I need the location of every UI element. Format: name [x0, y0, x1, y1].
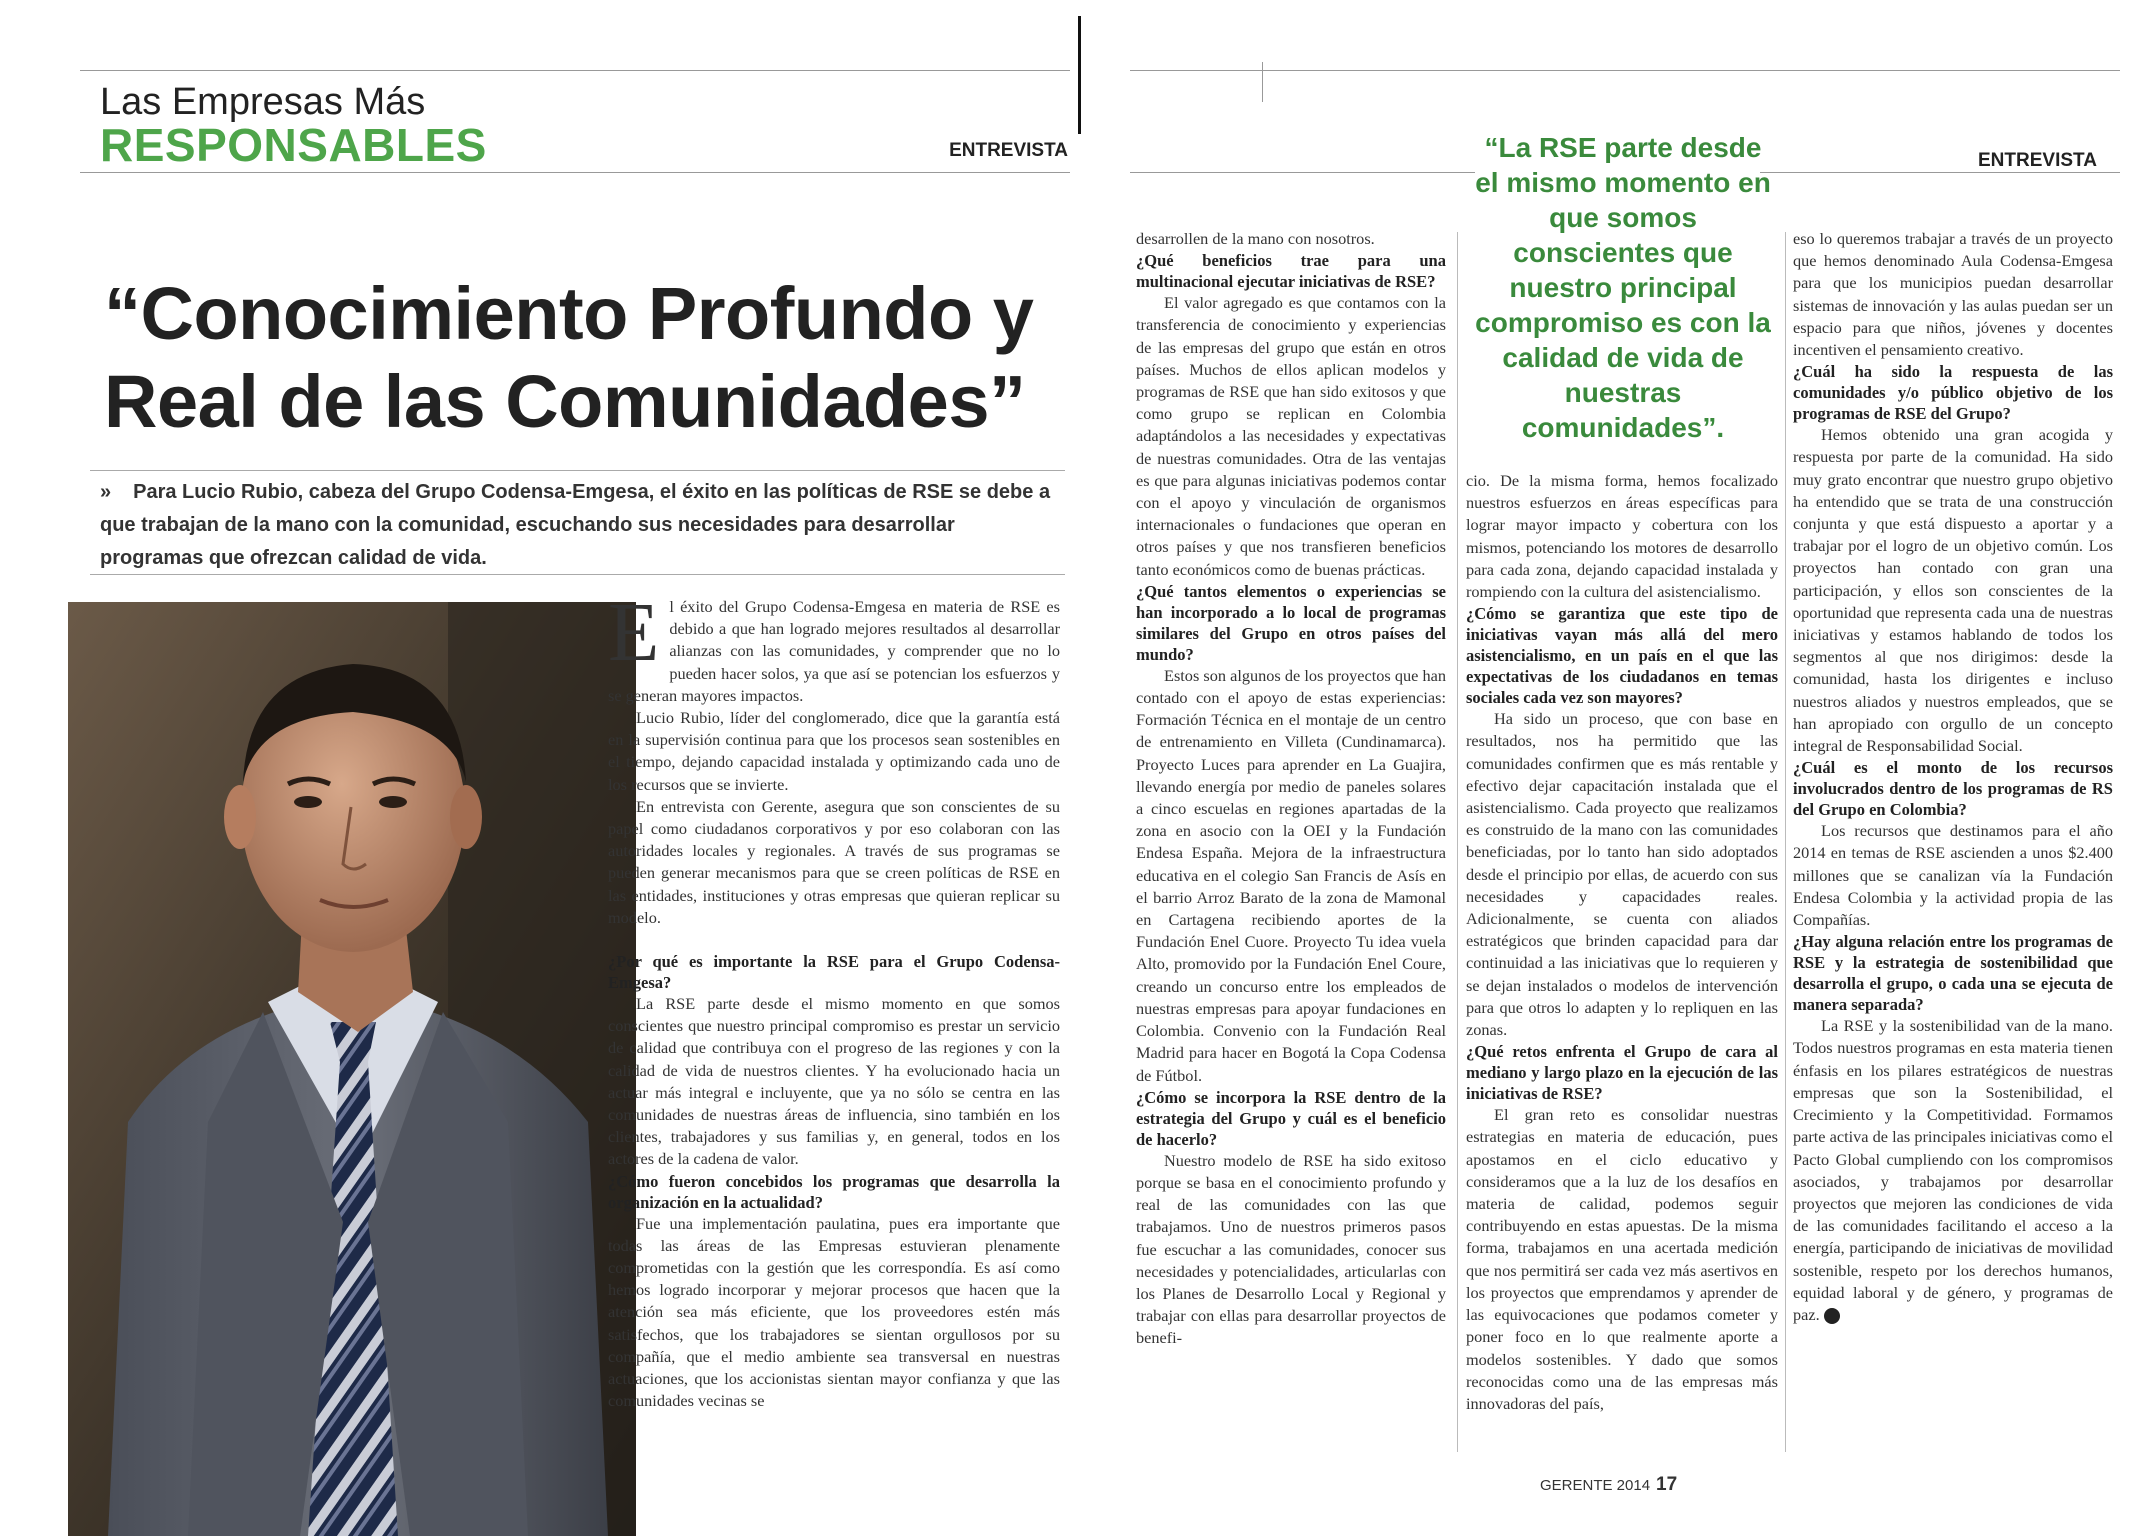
answer: Fue una implementación paulatina, pues era importante que todas las áreas de las Empresas estuvieran plenamente comprometidas con la gestión que les correspondía. Es así como hemos logrado incorporar y mejorar procesos que hacen que la atención sea más eficiente, que los proveedores estén más satisfechos, que los trabajadores se sientan orgullosos por su compañía, que el medio ambiente sea transversal en nuestras actuaciones, que los accionistas sientan mayor confianza y que las comunidades vecinas se — [608, 1213, 1060, 1411]
question: ¿Cuál ha sido la respuesta de las comunidades y/o público objetivo de los programas de RSE del Grupo? — [1793, 362, 2113, 424]
lead-text: Para Lucio Rubio, cabeza del Grupo Codensa-Emgesa, el éxito en las políticas de RSE se debe a que trabajan de la mano con la comunidad, escuchando sus necesidades para desarrollar programas que ofrezcan calidad de vida. — [100, 481, 1051, 569]
header-rule — [1130, 172, 1475, 173]
question: ¿Hay alguna relación entre los programas de RSE y la estrategia de sostenibilidad que desarrolla el grupo, o cada una se ejecuta de manera separada? — [1793, 932, 2113, 1015]
question: ¿Cómo se incorpora la RSE dentro de la estrategia del Grupo y cuál es el beneficio de hacerlo? — [1136, 1087, 1446, 1149]
paragraph: En entrevista con Gerente, asegura que son conscientes de su papel como ciudadanos corporativos y por eso colaboran con las autoridades locales y regionales. A través de sus programas se pueden generar mecanismos para que se creen políticas de RSE en las entidades, instituciones y otras empresas que quieran replicar su modelo. — [608, 796, 1060, 927]
headline-rule — [90, 470, 1065, 471]
page-spine — [1078, 16, 1081, 134]
answer: Estos son algunos de los proyectos que han contado con el apoyo de estas experiencias: Formación Técnica en el montaje de un centro de entrenamiento en Villeta (Cundinamarca). Proyecto Luces para aprender en La Guajira, llevando energía por medio de paneles solares a cinco escuelas en regiones apartadas de la zona en asocio con la OEI y la Fundación Endesa España. Mejora de la infraestructura educativa en el colegio San Francis de Asís en el barrio Arroz Barato de la zona de Mamonal en Cartagena recibiendo aportes de la Fundación Enel Cuore. Proyecto Tu idea vuela Alto, promovido por la Fundación Enel Coure, creando un concurso entre los empleados de nuestras empresas para apoyar fundaciones en Colombia. Convenio con la Fundación Real Madrid para hacer en Bogotá la Copa Codensa de Fútbol. — [1136, 665, 1446, 1085]
portrait-illustration — [68, 602, 636, 1536]
question: ¿Por qué es importante la RSE para el Grupo Codensa-Emgesa? — [608, 952, 1060, 993]
question: ¿Qué tantos elementos o experiencias se han incorporado a lo local de programas similares del Grupo en otros países del mundo? — [1136, 581, 1446, 664]
question: ¿Qué beneficios trae para una multinacional ejecutar iniciativas de RSE? — [1136, 251, 1446, 292]
answer: El valor agregado es que contamos con la transferencia de conocimiento y experiencias de las empresas del grupo que están en otros países. Muchos de ellos aplican modelos y programas de RSE que han sido exitosos y que como grupo se replican en Colombia adaptándolos a las necesidades y expectativas de nuestras comunidades. Otra de las ventajas es que para algunas iniciativas podemos contar con el apoyo y vinculación de organismos internacionales o fundaciones que operan en otros países y que nos transfieren beneficios tanto económicos como de buenas prácticas. — [1136, 293, 1446, 579]
section-label: ENTREVISTA — [1978, 150, 2097, 171]
headline — [104, 270, 1064, 446]
brand-logo — [100, 81, 487, 171]
page-footer — [1540, 1474, 1677, 1496]
lead-rule — [90, 574, 1065, 575]
intro-paragraph: l éxito del Grupo Codensa-Emgesa en materia de RSE es debido a que han logrado mejores resultados al desarrollar alianzas con las comunidades, y comprender que no lo pueden hacer solos, ya que así se potencian los esfuerzos y se generan mayores impactos. — [608, 597, 1060, 705]
header-rule — [80, 172, 1070, 173]
drop-cap: E — [608, 586, 660, 679]
paragraph: desarrollen de la mano con nosotros. — [1136, 229, 1375, 248]
answer: Los recursos que destinamos para el año 2014 en temas de RSE ascienden a unos $2.400 millones que se canalizan vía la Fundación Endesa Colombia y la actividad propia de las Compañías. — [1793, 821, 2113, 930]
answer: La RSE parte desde el mismo momento en que somos conscientes que nuestro principal compromiso es prestar un servicio de calidad que contribuya con el progreso de las regiones y con la calidad de vida de nuestros clientes. Y ha evolucionado hacia un actuar más integral e incluyente, que ya no sólo se centra en las comunidades de nuestras áreas de influencia, sino también en los clientes, trabajadores y sus familias y, en general, todos en los actores de la cadena de valor. — [608, 994, 1060, 1169]
answer-text: La RSE y la sostenibilidad van de la mano. Todos nuestros programas en esta materia tienen énfasis en los pilares estratégicos de nuestras empresas que son la Sostenibilidad, el Crecimiento y la Competitividad. Formamos parte activa de las principales iniciativas como el Pacto Global cumpliendo con los compromisos asociados, y trabajamos por desarrollar proyectos que mejoren las condiciones de vida de las comunidades facilitando el acceso a la energía, participando de iniciativas de movilidad sostenible, respeto por los derechos humanos, equidad laboral y de género, y programas de paz. — [1793, 1016, 2113, 1324]
paragraph: cio. De la misma forma, hemos focalizado nuestros esfuerzos en áreas específicas para lograr mayor impacto y cobertura con los mismos, potenciando los motores de desarrollo para cada zona, dejando capacidad instalada y rompiendo con la cultura del asistencialismo. — [1466, 471, 1778, 602]
paragraph: eso lo queremos trabajar a través de un proyecto que hemos denominado Aula Codensa-Emgesa para que los municipios puedan desarrollar sistemas de innovación y las aulas puedan ser un espacio para que niños, jóvenes y docentes incentiven el pensamiento creativo. — [1793, 229, 2113, 360]
question: ¿Cómo fueron concebidos los programas que desarrolla la organización en la actualidad? — [608, 1171, 1060, 1212]
lead-marker: » — [100, 481, 112, 503]
question: ¿Qué retos enfrenta el Grupo de cara al mediano y largo plazo en la ejecución de las iniciativas de RSE? — [1466, 1042, 1778, 1104]
header-rule — [1760, 172, 2120, 173]
brand-line-1: Las Empresas Más — [100, 81, 426, 123]
end-mark-icon: G — [1824, 1308, 1840, 1324]
footer-label: GERENTE 2014 — [1540, 1477, 1651, 1494]
headline-line-1: “Conocimiento Profundo y — [104, 272, 1034, 355]
paragraph: Lucio Rubio, líder del conglomerado, dice que la garantía está en la supervisión continua para que los procesos sean sostenibles en el tiempo, dejando capacidad instalada y optimizando cada uno de los recursos que se invierte. — [608, 708, 1060, 794]
portrait-photo — [68, 602, 636, 1536]
column-divider — [1457, 232, 1458, 1452]
section-label: ENTREVISTA — [949, 140, 1068, 161]
top-rule — [1130, 70, 2120, 71]
pull-quote: “La RSE parte desde el mismo momento en que somos conscientes que nuestro principal compromiso es con la calidad de vida de nuestras comunidades”. — [1475, 132, 1771, 443]
article-column-1 — [1136, 228, 1446, 1350]
left-article-column — [608, 586, 1060, 1413]
headline-line-2: Real de las Comunidades” — [104, 360, 1026, 443]
lead-paragraph — [100, 476, 1062, 575]
answer — [1793, 1015, 2113, 1326]
brand-line-2: RESPONSABLES — [100, 119, 487, 171]
answer: Hemos obtenido una gran acogida y respuesta por parte de la comunidad. Ha sido muy grato encontrar que nuestro grupo objetivo ha entendido que se trata de una construcción conjunta y que está dispuesto a aportar y a trabajar por el logro de un objetivo común. Los proyectos han contado con gran una participación, y ellos son conscientes de la oportunidad que representa cada una de nuestras iniciativas y estamos hablando de todos los segmentos al que nos dirigimos: desde la comunidad, hasta los dirigentes e incluso nuestros aliados y nuestros empleados, que se han apropiado con orgullo de un concepto integral de Responsabilidad Social. — [1793, 425, 2113, 756]
answer: Ha sido un proceso, que con base en resultados, nos ha permitido que las comunidades confirmen que es más rentable y efectivo dejar capacitación instalada que el asistencialismo. Cada proyecto que realizamos es construido de la mano con las comunidades beneficiadas, por lo tanto han sido adoptados desde el principio por ellas, de acuerdo con sus necesidades y capacidades reales. Adicionalmente, se cuenta con aliados estratégicos que brinden capacidad para dar continuidad a las iniciativas que lo requieren y se dejan instalados o modelos de intervención para que otros lo adapten y lo repliquen en las zonas. — [1466, 709, 1778, 1040]
column-divider — [1785, 232, 1786, 1452]
question: ¿Cómo se garantiza que este tipo de iniciativas vayan más allá del mero asistencialismo, en un país en el que las expectativas de los ciudadanos en temas sociales cada vez son mayores? — [1466, 604, 1778, 708]
answer: El gran reto es consolidar nuestras estrategias en materia de educación, pues apostamos en el ciclo educativo y consideramos que a la luz de los desafíos en materia de calidad, podemos seguir contribuyendo en estas apuestas. De la misma forma, trabajamos en una acertada medición que nos permitirá ser cada vez más asertivos en los proyectos que emprendamos y aprender de las equivocaciones que podamos cometer y poner foco en lo que realmente aporte a modelos sostenibles. Y dado que somos reconocidas como una de las empresas más innovadoras del país, — [1466, 1105, 1778, 1413]
top-rule — [80, 70, 1070, 71]
question: ¿Cuál es el monto de los recursos involucrados dentro de los programas de RS del Grupo en Colombia? — [1793, 758, 2113, 820]
page-number: 17 — [1656, 1474, 1678, 1495]
answer: Nuestro modelo de RSE ha sido exitoso porque se basa en el conocimiento profundo y real de las comunidades con las que trabajamos. Uno de nuestros primeros pasos fue escuchar a las comunidades, conocer sus necesidades y potencialidades, articularlas con los Planes de Desarrollo Local y Regional y trabajar con ellas para desarrollar proyectos de benefi- — [1136, 1150, 1446, 1348]
article-column-3 — [1793, 228, 2113, 1326]
rule-tick — [1262, 62, 1263, 102]
article-column-2 — [1466, 470, 1778, 1415]
